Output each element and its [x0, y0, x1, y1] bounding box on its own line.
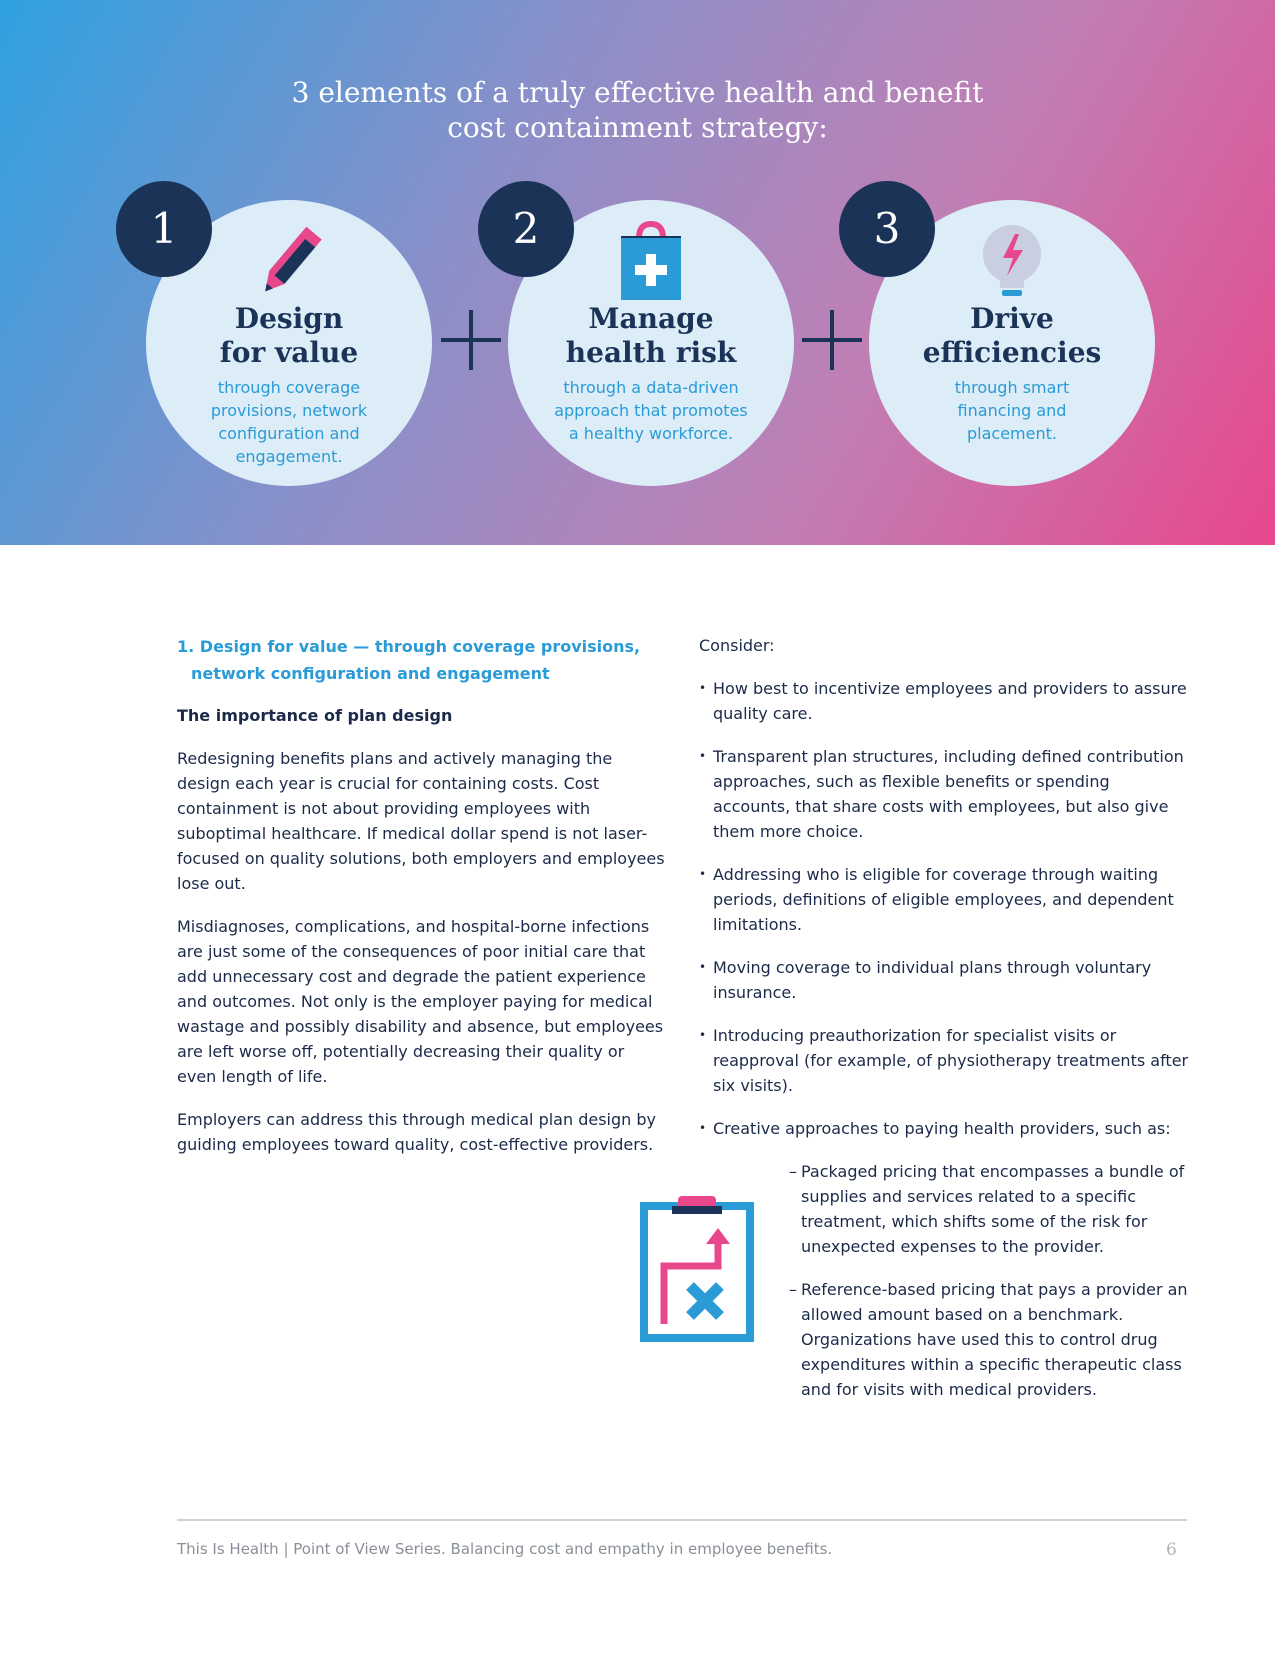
paragraph: Misdiagnoses, complications, and hospital-borne infections are just some of the consequences of poor initial care that add unnecessary cost and degrade the patient experience and outcomes. Not only is the employer paying for medical wastage and possibly disability and absence, but employees are left worse off, potentially decreasing their quality or even length of life.: [177, 917, 664, 1086]
element-description-line-4: engagement.: [235, 447, 343, 466]
element-title: [869, 302, 1155, 370]
footer-divider: [177, 1519, 1187, 1521]
element-title-line-1: Design: [234, 302, 344, 335]
left-column: [177, 633, 667, 1157]
paragraph: Employers can address this through medical plan design by guiding employees toward quality, cost-effective providers.: [177, 1110, 656, 1154]
hero-title: [0, 75, 1275, 145]
sub-heading: The importance of plan design: [177, 706, 453, 725]
element-title: [508, 302, 794, 370]
element-description-line-2: financing and: [957, 401, 1067, 420]
hero-banner: [0, 0, 1275, 545]
list-item: • Transparent plan structures, including defined contribution approaches, such as flexible benefits or spending accounts, that share costs with employees, but also give them more choice.: [699, 744, 1189, 844]
sub-list-item: – Reference-based pricing that pays a provider an allowed amount based on a benchmark. Organizations have used this to control drug expenditures within a specific therapeutic class and for visits with medical providers.: [789, 1277, 1189, 1402]
right-column: [699, 633, 1189, 1402]
element-description-line-3: configuration and: [218, 424, 360, 443]
section-heading-line-2: network configuration and engagement: [191, 664, 550, 683]
element-description-line-1: through smart: [954, 378, 1070, 397]
element-description: [548, 376, 754, 445]
hero-title-line-2: cost containment strategy:: [447, 111, 828, 144]
element-title-line-1: Manage: [588, 302, 714, 335]
list-item: • Addressing who is eligible for coverage through waiting periods, definitions of eligible employees, and dependent limitations.: [699, 862, 1189, 937]
element-description: [909, 376, 1115, 445]
element-description-line-1: through coverage: [217, 378, 361, 397]
list-item: • Moving coverage to individual plans through voluntary insurance.: [699, 955, 1189, 1005]
clipboard-icon: [640, 1192, 754, 1342]
element-title-line-2: for value: [219, 336, 359, 369]
paragraph: Redesigning benefits plans and actively managing the design each year is crucial for containing costs. Cost containment is not about providing employees with suboptimal healthcare. If medical dollar spend is not laser-focused on quality solutions, both employers and employees lose out.: [177, 749, 665, 893]
section-heading-line-1: 1. Design for value — through coverage provisions,: [177, 637, 641, 656]
hero-title-line-1: 3 elements of a truly effective health and benefit: [291, 76, 984, 109]
element-number-badge: 1: [116, 181, 212, 277]
consider-label: Consider:: [699, 636, 775, 655]
element-description: [186, 376, 392, 468]
plus-icon: [441, 310, 501, 370]
list-item: • How best to incentivize employees and providers to assure quality care.: [699, 676, 1189, 726]
sub-list: [789, 1159, 1189, 1402]
element-number-badge: 2: [478, 181, 574, 277]
element-title-line-2: health risk: [565, 336, 737, 369]
element-title-line-2: efficiencies: [922, 336, 1102, 369]
element-description-line-2: approach that promotes: [554, 401, 748, 420]
list-item: • Creative approaches to paying health providers, such as:: [699, 1116, 1189, 1141]
element-title-line-1: Drive: [970, 302, 1054, 335]
section-heading: [177, 633, 667, 687]
element-description-line-3: placement.: [967, 424, 1057, 443]
element-title: [146, 302, 432, 370]
element-description-line-2: provisions, network: [210, 401, 368, 420]
element-number-badge: 3: [839, 181, 935, 277]
list-item: • Introducing preauthorization for specialist visits or reapproval (for example, of physiotherapy treatments after six visits).: [699, 1023, 1189, 1098]
footer-text: This Is Health | Point of View Series. Balancing cost and empathy in employee benefits.: [177, 1540, 833, 1558]
element-description-line-1: through a data-driven: [563, 378, 739, 397]
plus-icon: [802, 310, 862, 370]
page-number: 6: [1166, 1540, 1177, 1560]
sub-list-item: – Packaged pricing that encompasses a bundle of supplies and services related to a specific treatment, which shifts some of the risk for unexpected expenses to the provider.: [789, 1159, 1189, 1259]
element-description-line-3: a healthy workforce.: [568, 424, 734, 443]
